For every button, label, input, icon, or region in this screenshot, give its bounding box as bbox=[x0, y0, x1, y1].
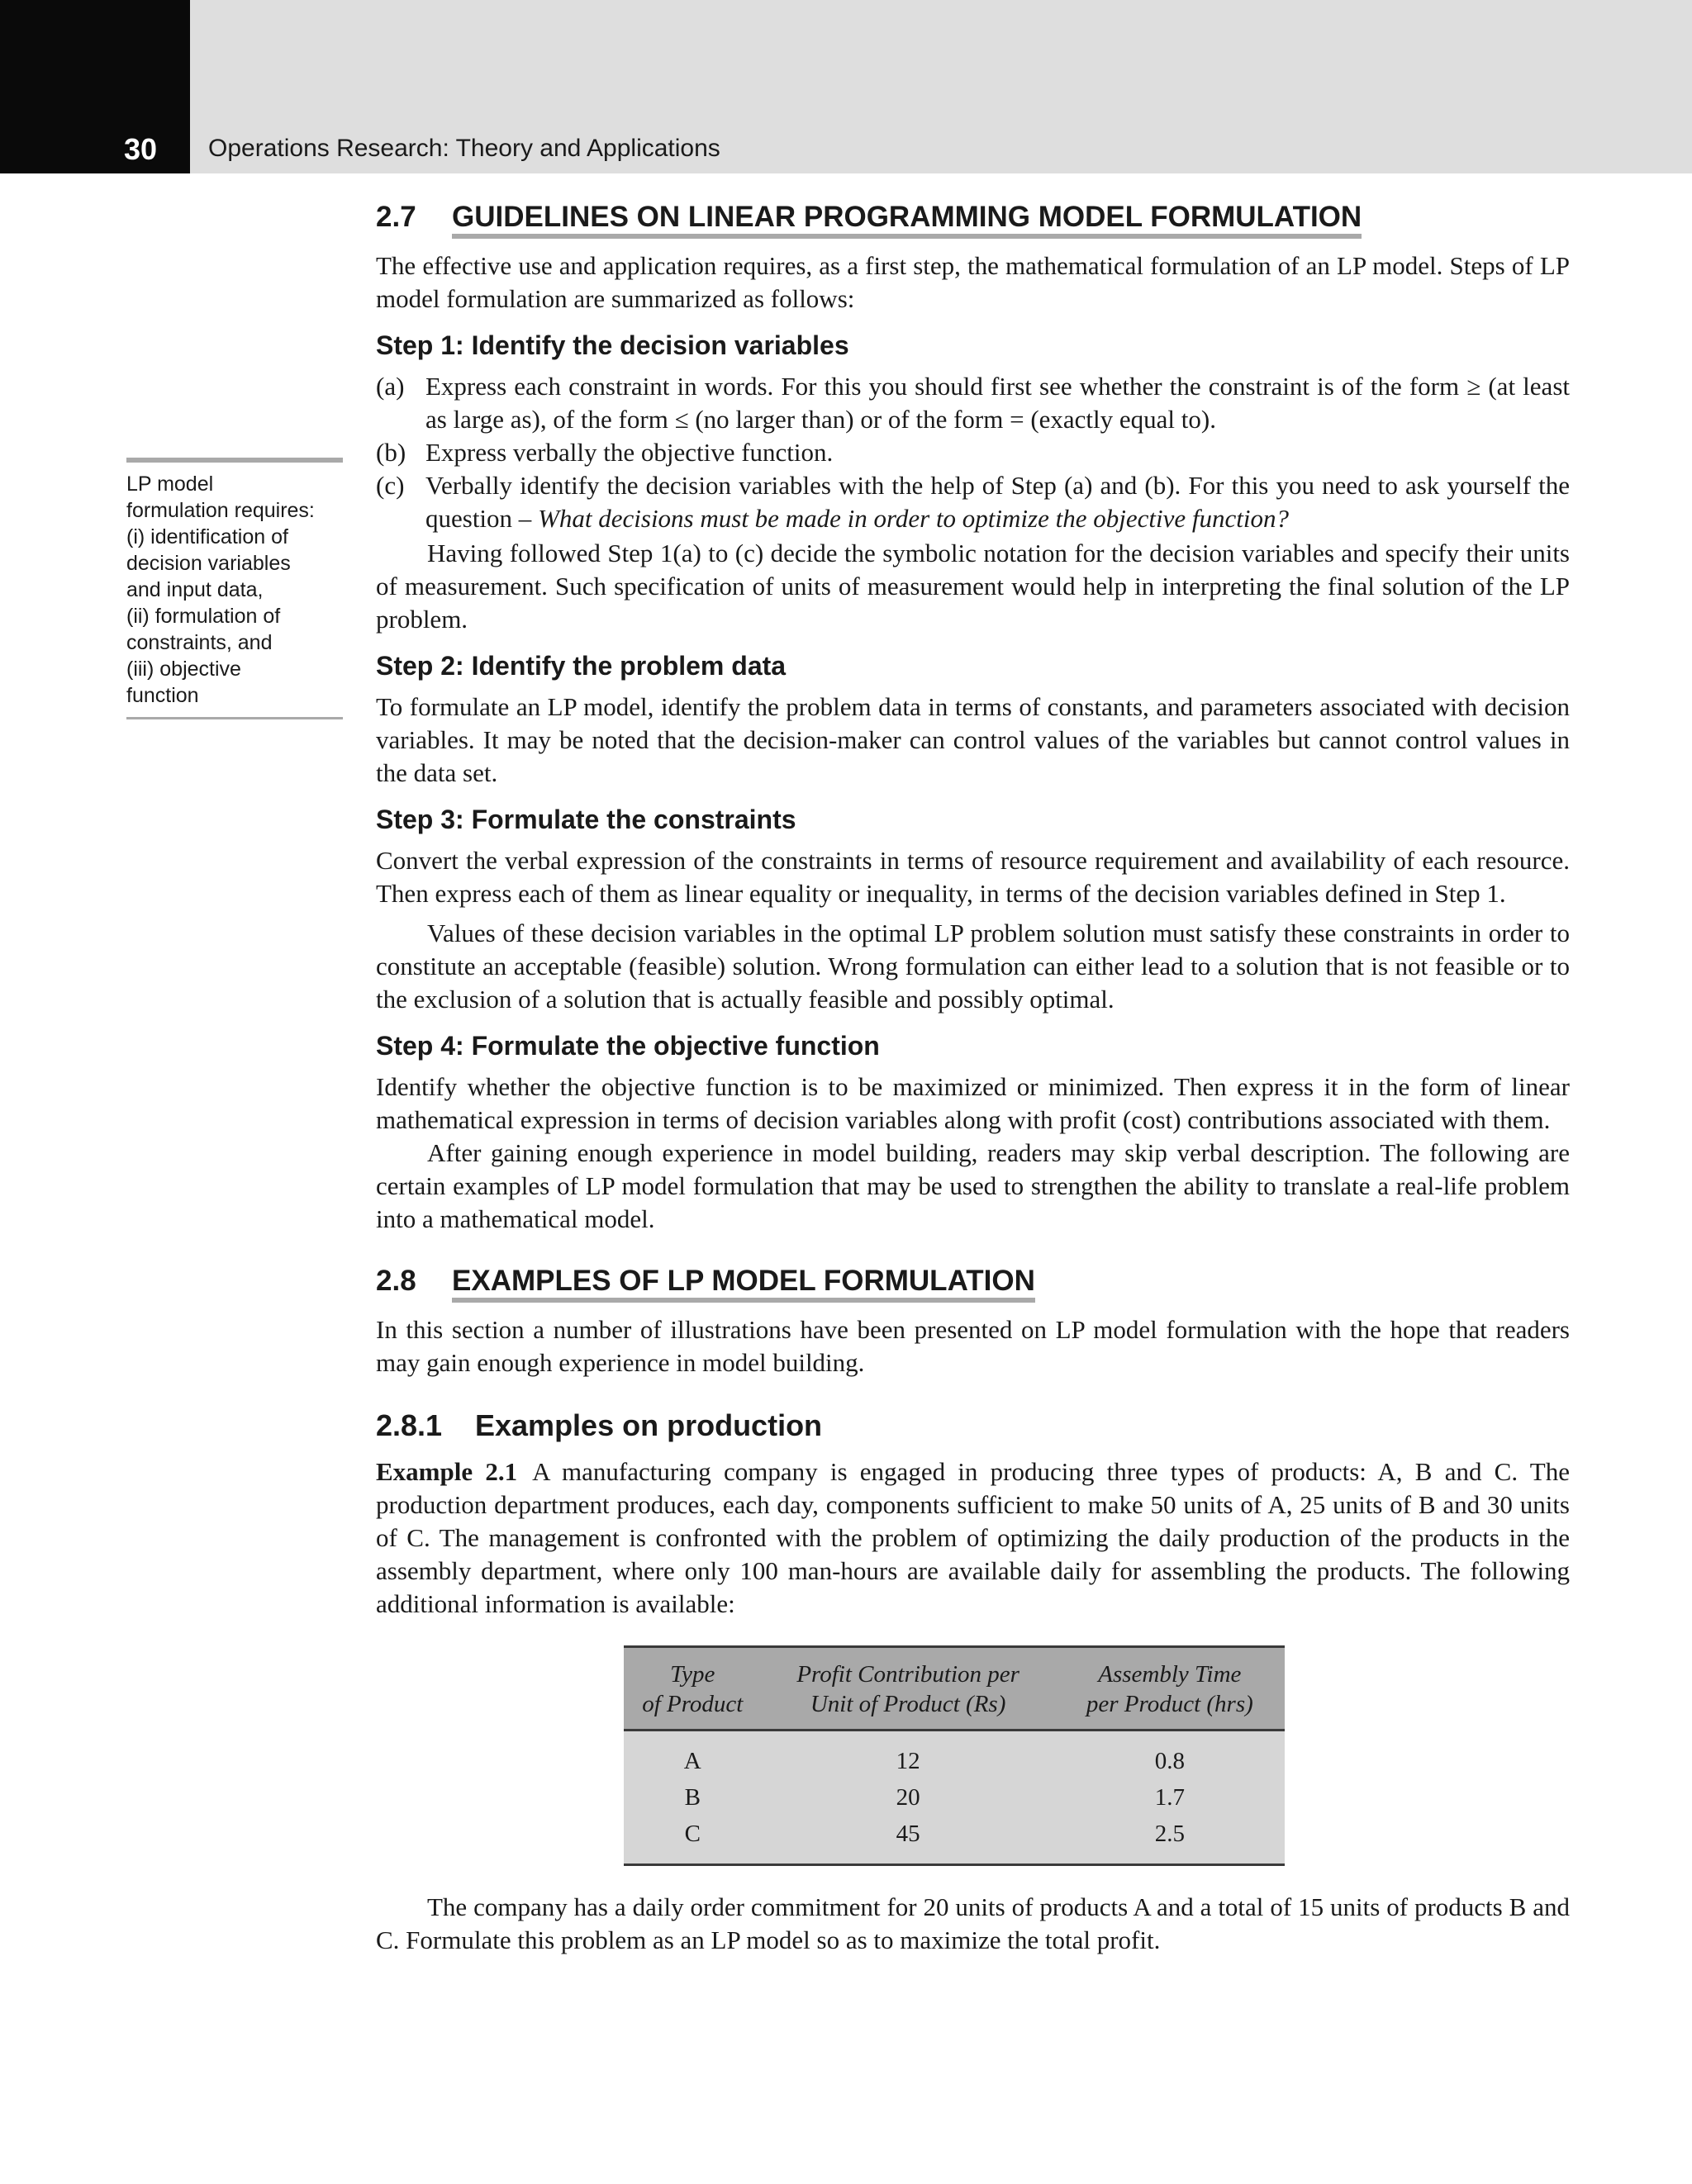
list-text: Verbally identify the decision variables with the help of Step (a) and (b). For this you need to ask yourself the question – bbox=[425, 471, 1570, 533]
margin-note-line: (ii) formulation of bbox=[126, 605, 281, 628]
list-item bbox=[376, 436, 1570, 469]
page-number-box bbox=[0, 0, 190, 173]
section-number: 2.7 bbox=[376, 201, 416, 233]
margin-note-line: (i) identification of bbox=[126, 525, 288, 548]
step-1-paragraph: Having followed Step 1(a) to (c) decide the symbolic notation for the decision variables and specify their units of measurement. Such specification of units of measurement would help in interpreting the final solution of the LP problem. bbox=[376, 539, 1570, 634]
list-label: (b) bbox=[376, 438, 406, 467]
main-content bbox=[376, 197, 1570, 1957]
section-heading-2-7 bbox=[376, 197, 1570, 238]
table-cell: 0.8 bbox=[1154, 1748, 1185, 1774]
table-cell: 2.5 bbox=[1154, 1821, 1185, 1847]
subsection-number: 2.8.1 bbox=[376, 1408, 443, 1442]
section-intro: In this section a number of illustrations have been presented on LP model formulation with the hope that readers may gain enough experience in model building. bbox=[376, 1315, 1570, 1377]
table-row bbox=[624, 1816, 1285, 1865]
section-heading-2-8 bbox=[376, 1261, 1570, 1302]
table-cell: 45 bbox=[896, 1821, 920, 1847]
table-cell: 20 bbox=[896, 1784, 920, 1811]
example-text: A manufacturing company is engaged in producing three types of products: A, B and C. The production department produces, each day, components sufficient to make 50 units of A, 25 units of B and 30 units of C. The management is confronted with the problem of optimizing the daily production of the products in the assembly department, where only 100 man-hours are available daily for assembling the products. The following additional information is available: bbox=[376, 1457, 1570, 1618]
step-1-list bbox=[376, 370, 1570, 535]
section-title: EXAMPLES OF LP MODEL FORMULATION bbox=[452, 1265, 1035, 1303]
step-4-paragraph: After gaining enough experience in model building, readers may skip verbal description. The following are certain examples of LP model formulation that may be used to strengthen the ability to translate a real-life problem into a mathematical model. bbox=[376, 1138, 1570, 1233]
table-cell: B bbox=[684, 1784, 701, 1811]
table-cell: 12 bbox=[896, 1748, 920, 1774]
table-header-profit: Profit Contribution per Unit of Product (Rs) bbox=[796, 1661, 1019, 1717]
section-title: GUIDELINES ON LINEAR PROGRAMMING MODEL FORMULATION bbox=[452, 201, 1362, 239]
example-paragraph bbox=[376, 1455, 1570, 1621]
step-3-paragraph: Values of these decision variables in the optimal LP problem solution must satisfy these constraints in order to constitute an acceptable (feasible) solution. Wrong formulation can either lead to a solution that is not feasible or to the exclusion of a solution that is actually feasible and possibly optimal. bbox=[376, 919, 1570, 1014]
list-label: (c) bbox=[376, 471, 405, 500]
step-3-paragraph: Convert the verbal expression of the constraints in terms of resource requirement and availability of each resource. Then express each of them as linear equality or inequality, in terms of the decision variables defined in Step 1. bbox=[376, 846, 1570, 908]
margin-note-line: function bbox=[126, 684, 199, 707]
list-text: Express each constraint in words. For this you should first see whether the constraint is of the form ≥ (at least as large as), of the form ≤ (no larger than) or of the form = (exactly equal to). bbox=[425, 372, 1570, 434]
table-cell: 1.7 bbox=[1154, 1784, 1185, 1811]
table-header-row bbox=[624, 1647, 1285, 1731]
subsection-title: Examples on production bbox=[475, 1408, 823, 1442]
margin-note-line: (iii) objective bbox=[126, 658, 241, 681]
section-intro: The effective use and application requires, as a first step, the mathematical formulation of an LP model. Steps of LP model formulation are summarized as follows: bbox=[376, 251, 1570, 313]
margin-note-line: LP model bbox=[126, 472, 214, 496]
italic-question: What decisions must be made in order to optimize the objective function? bbox=[538, 504, 1289, 533]
table-header-assembly: Assembly Time per Product (hrs) bbox=[1086, 1661, 1253, 1717]
margin-note-line: decision variables bbox=[126, 552, 291, 575]
margin-note-line: and input data, bbox=[126, 578, 264, 601]
running-title: Operations Research: Theory and Applications bbox=[208, 135, 720, 162]
closing-paragraph: The company has a daily order commitment for 20 units of products A and a total of 15 units of products B and C. Formulate this problem as an LP model so as to maximize the total profit. bbox=[376, 1892, 1570, 1954]
table-row bbox=[624, 1779, 1285, 1816]
list-text: Express verbally the objective function. bbox=[425, 438, 834, 467]
table-row bbox=[624, 1731, 1285, 1780]
step-2-paragraph: To formulate an LP model, identify the problem data in terms of constants, and parameters associated with decision variables. It may be noted that the decision-maker can control values of the variables but cannot control values in the data set. bbox=[376, 692, 1570, 787]
step-3-heading: Step 3: Formulate the constraints bbox=[376, 805, 796, 834]
list-item bbox=[376, 469, 1570, 535]
step-4-paragraph: Identify whether the objective function is to be maximized or minimized. Then express it in the form of linear mathematical expression in terms of decision variables along with profit (cost) contributions associated with them. bbox=[376, 1072, 1570, 1134]
table-cell: A bbox=[683, 1748, 701, 1774]
table-cell: C bbox=[684, 1821, 701, 1847]
product-table bbox=[624, 1645, 1285, 1866]
example-label: Example 2.1 bbox=[376, 1457, 518, 1486]
margin-note-line: formulation requires: bbox=[126, 499, 315, 522]
step-4-heading: Step 4: Formulate the objective function bbox=[376, 1031, 880, 1061]
margin-note-line: constraints, and bbox=[126, 631, 273, 654]
margin-note bbox=[126, 458, 343, 719]
section-number: 2.8 bbox=[376, 1265, 416, 1297]
page-number: 30 bbox=[124, 132, 158, 166]
list-text-container bbox=[425, 469, 1570, 535]
step-1-heading: Step 1: Identify the decision variables bbox=[376, 330, 849, 360]
step-2-heading: Step 2: Identify the problem data bbox=[376, 651, 787, 681]
list-label: (a) bbox=[376, 372, 405, 401]
list-item bbox=[376, 370, 1570, 436]
table-header-type: Type of Product bbox=[642, 1661, 744, 1717]
subsection-heading bbox=[376, 1408, 1570, 1444]
